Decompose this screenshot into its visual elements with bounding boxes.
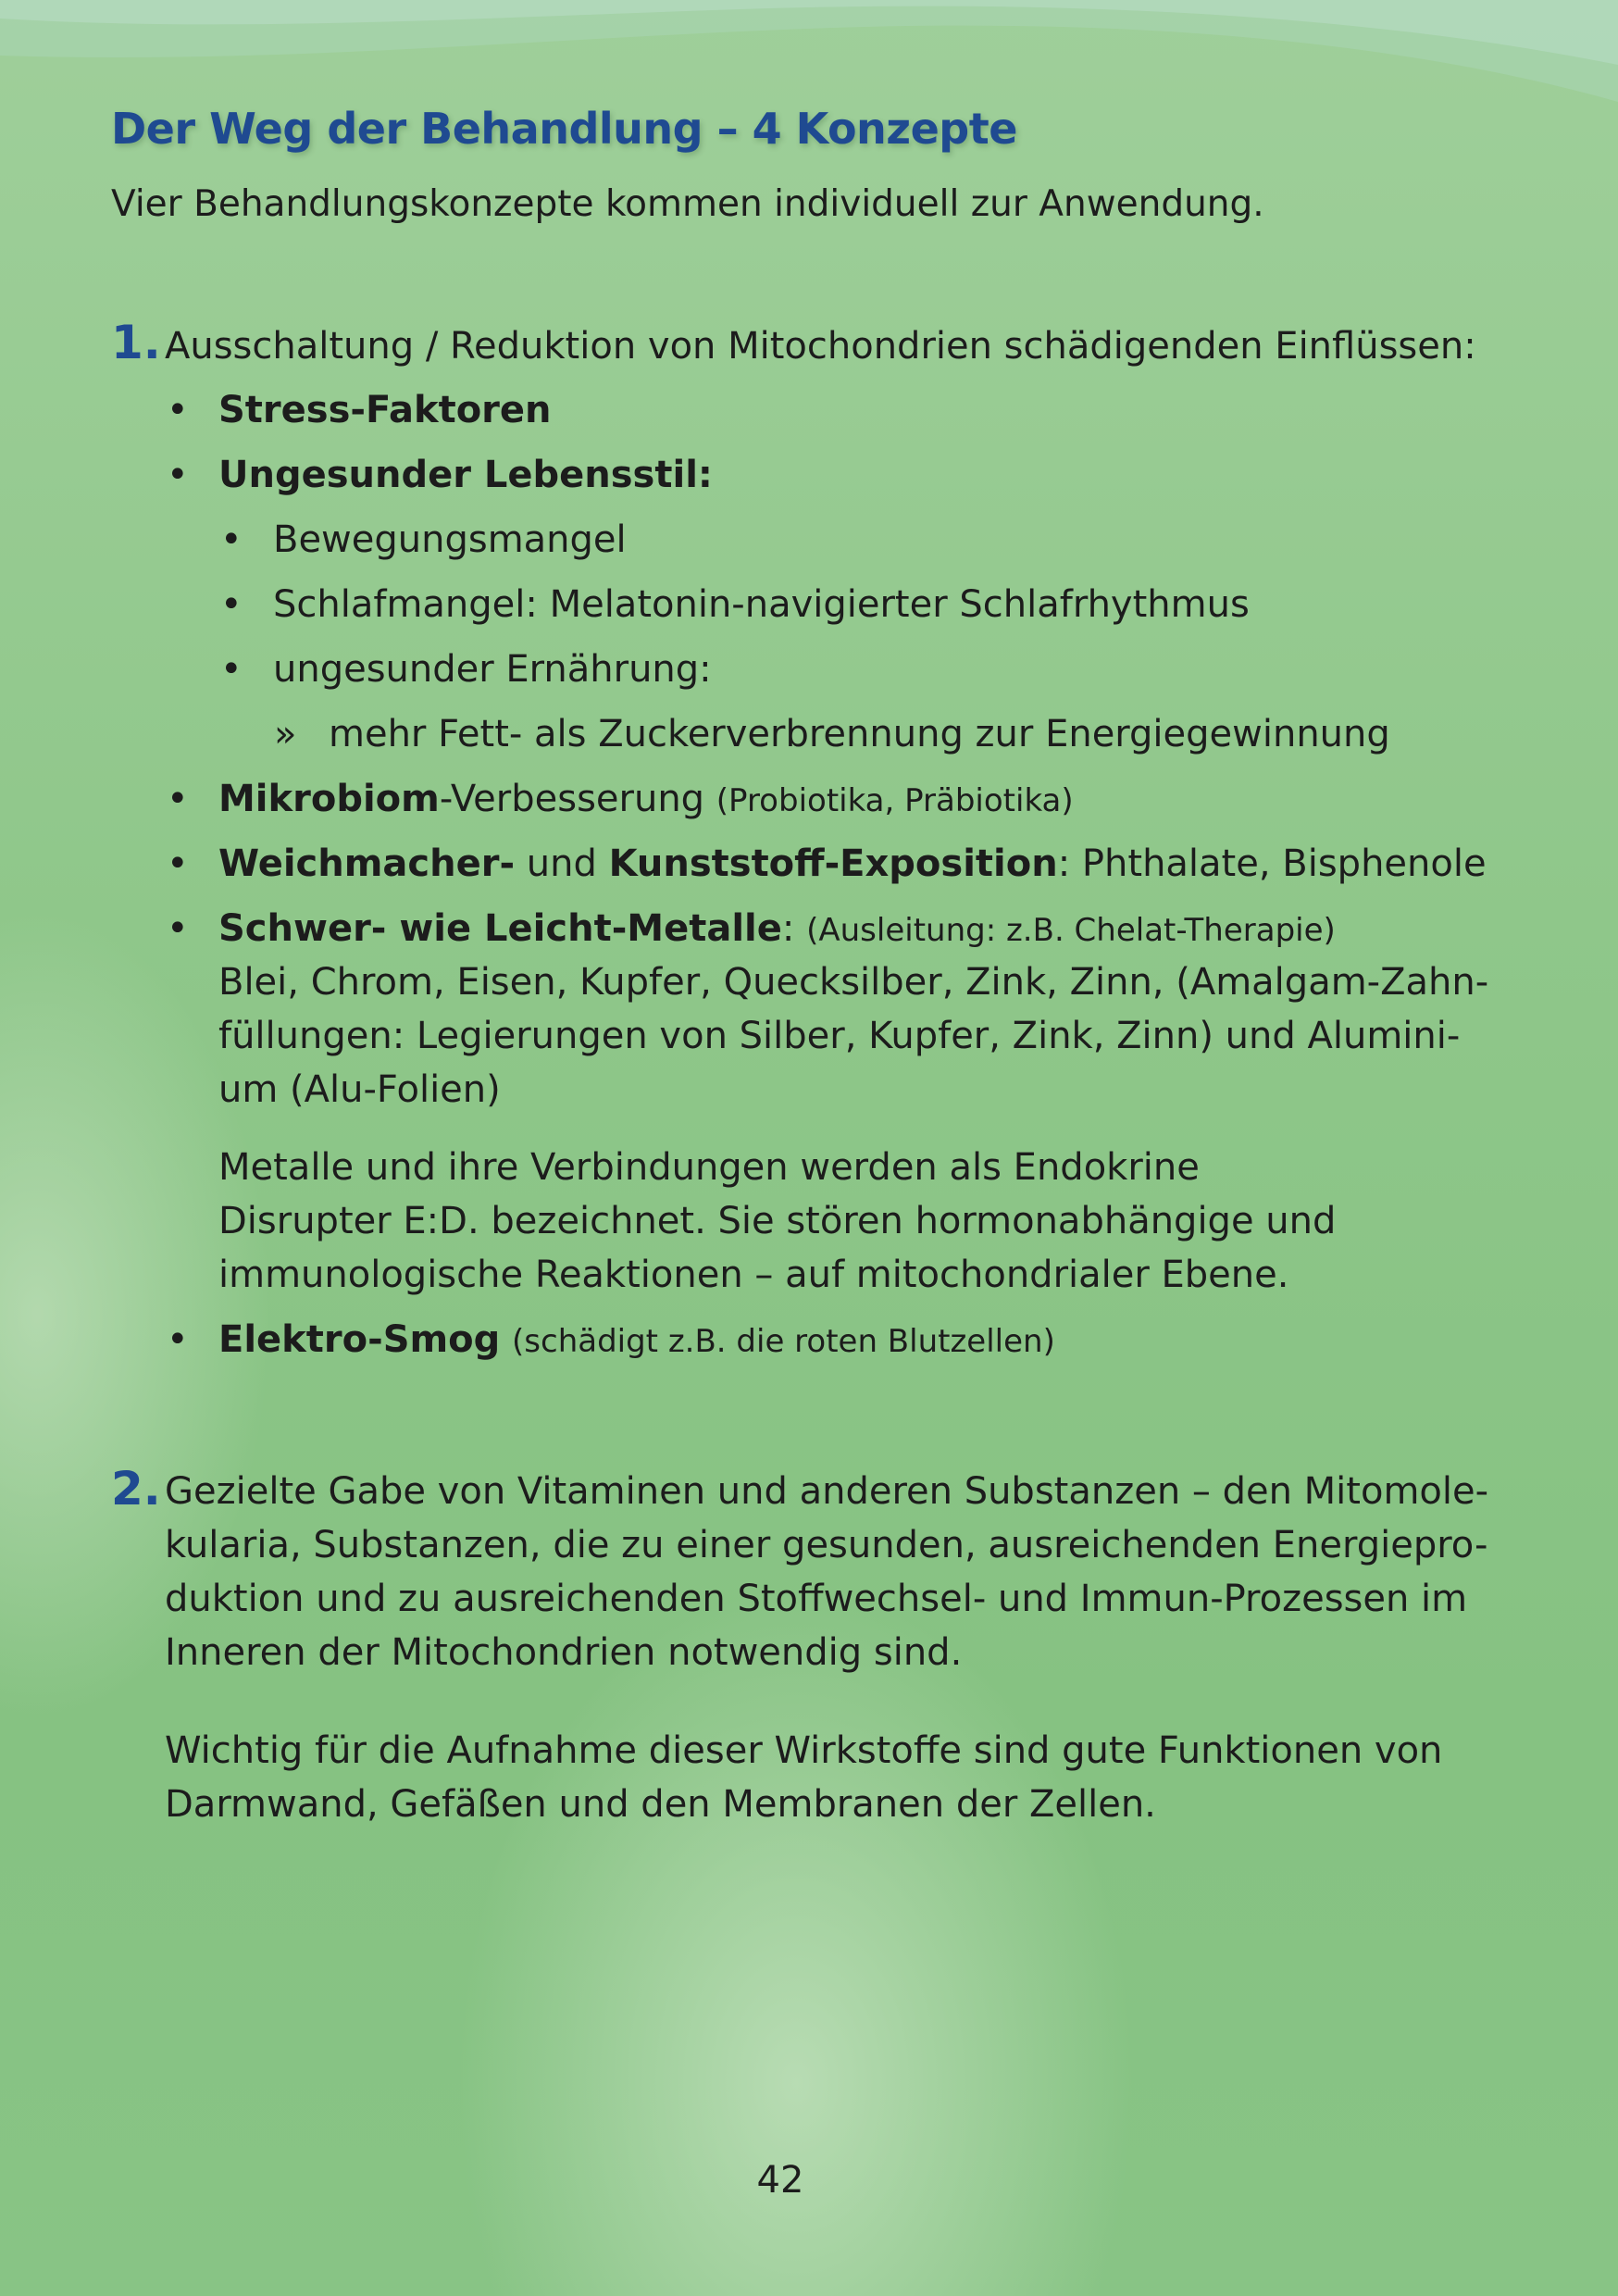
- item-text: -Verbesserung: [439, 778, 705, 820]
- list-item: [218, 383, 552, 437]
- sub-sub-list-item: mehr Fett- als Zuckerverbrennung zur Energiegewinnung: [329, 713, 1390, 755]
- list-item: [218, 1313, 1055, 1368]
- section-number: 2.: [111, 1462, 161, 1516]
- page-number: 42: [756, 2159, 804, 2202]
- list-item: [218, 448, 713, 502]
- sub-list-item: ungesunder Ernährung:: [273, 648, 712, 691]
- bullet-icon: •: [220, 518, 243, 561]
- text-line: Darmwand, Gefäßen und den Membranen der Zellen.: [165, 1783, 1156, 1826]
- item-label: Ungesunder Lebensstil:: [218, 454, 713, 496]
- item-label: Schwer- wie Leicht-Metalle: [218, 907, 782, 950]
- bullet-icon: •: [220, 583, 243, 626]
- item-label: Elektro-Smog: [218, 1318, 501, 1361]
- text-line: immunologische Reaktionen – auf mitochondrialer Ebene.: [218, 1254, 1289, 1296]
- sub-list-item: Schlafmangel: Melatonin-navigierter Schlafrhythmus: [273, 583, 1250, 626]
- item-text: und: [515, 842, 609, 885]
- bullet-icon: •: [167, 907, 189, 950]
- item-label: Weichmacher-: [218, 842, 516, 885]
- list-item: [218, 772, 1074, 828]
- text-line: Metalle und ihre Verbindungen werden als Endokrine: [218, 1146, 1200, 1189]
- item-text: : Phthalate, Bisphenole: [1057, 842, 1487, 885]
- bullet-icon: •: [167, 842, 189, 885]
- bullet-icon: •: [167, 778, 189, 820]
- item-note: (Probiotika, Präbiotika): [716, 782, 1074, 819]
- list-item: [218, 837, 1487, 891]
- bullet-icon: •: [167, 454, 189, 496]
- text-line: Disrupter E:D. bezeichnet. Sie stören hormonabhängige und: [218, 1200, 1337, 1242]
- item-label: Kunststoff-Exposition: [608, 842, 1058, 885]
- text-line: kularia, Substanzen, die zu einer gesunden, ausreichenden Energiepro-: [165, 1524, 1488, 1566]
- item-label: Stress-Faktoren: [218, 389, 552, 431]
- item-label: Mikrobiom: [218, 778, 440, 820]
- intro-text: Vier Behandlungskonzepte kommen individuell zur Anwendung.: [111, 183, 1264, 225]
- section-number: 1.: [111, 316, 161, 369]
- text-line: Wichtig für die Aufnahme dieser Wirkstoffe sind gute Funktionen von: [165, 1729, 1443, 1772]
- bullet-icon: •: [167, 389, 189, 431]
- text-line: Blei, Chrom, Eisen, Kupfer, Quecksilber, Zink, Zinn, (Amalgam-Zahn-: [218, 961, 1489, 1004]
- text-line: um (Alu-Folien): [218, 1068, 501, 1111]
- bullet-icon: •: [167, 1318, 189, 1361]
- item-note: (schädigt z.B. die roten Blutzellen): [512, 1323, 1055, 1360]
- sub-list-item: Bewegungsmangel: [273, 518, 627, 561]
- item-note: (Ausleitung: z.B. Chelat-Therapie): [806, 912, 1336, 949]
- section-heading: Ausschaltung / Reduktion von Mitochondrien schädigenden Einflüssen:: [165, 325, 1476, 368]
- page-title: Der Weg der Behandlung – 4 Konzepte: [111, 104, 1017, 154]
- item-text: :: [781, 907, 795, 950]
- list-item: [218, 902, 1336, 957]
- text-line: füllungen: Legierungen von Silber, Kupfer, Zink, Zinn) und Alumini-: [218, 1015, 1461, 1057]
- text-line: duktion und zu ausreichenden Stoffwechsel- und Immun-Prozessen im: [165, 1578, 1468, 1620]
- text-line: Gezielte Gabe von Vitaminen und anderen Substanzen – den Mitomole-: [165, 1470, 1489, 1513]
- bullet-icon: •: [220, 648, 243, 691]
- chevron-marker-icon: »: [274, 713, 297, 755]
- text-line: Inneren der Mitochondrien notwendig sind.: [165, 1631, 963, 1674]
